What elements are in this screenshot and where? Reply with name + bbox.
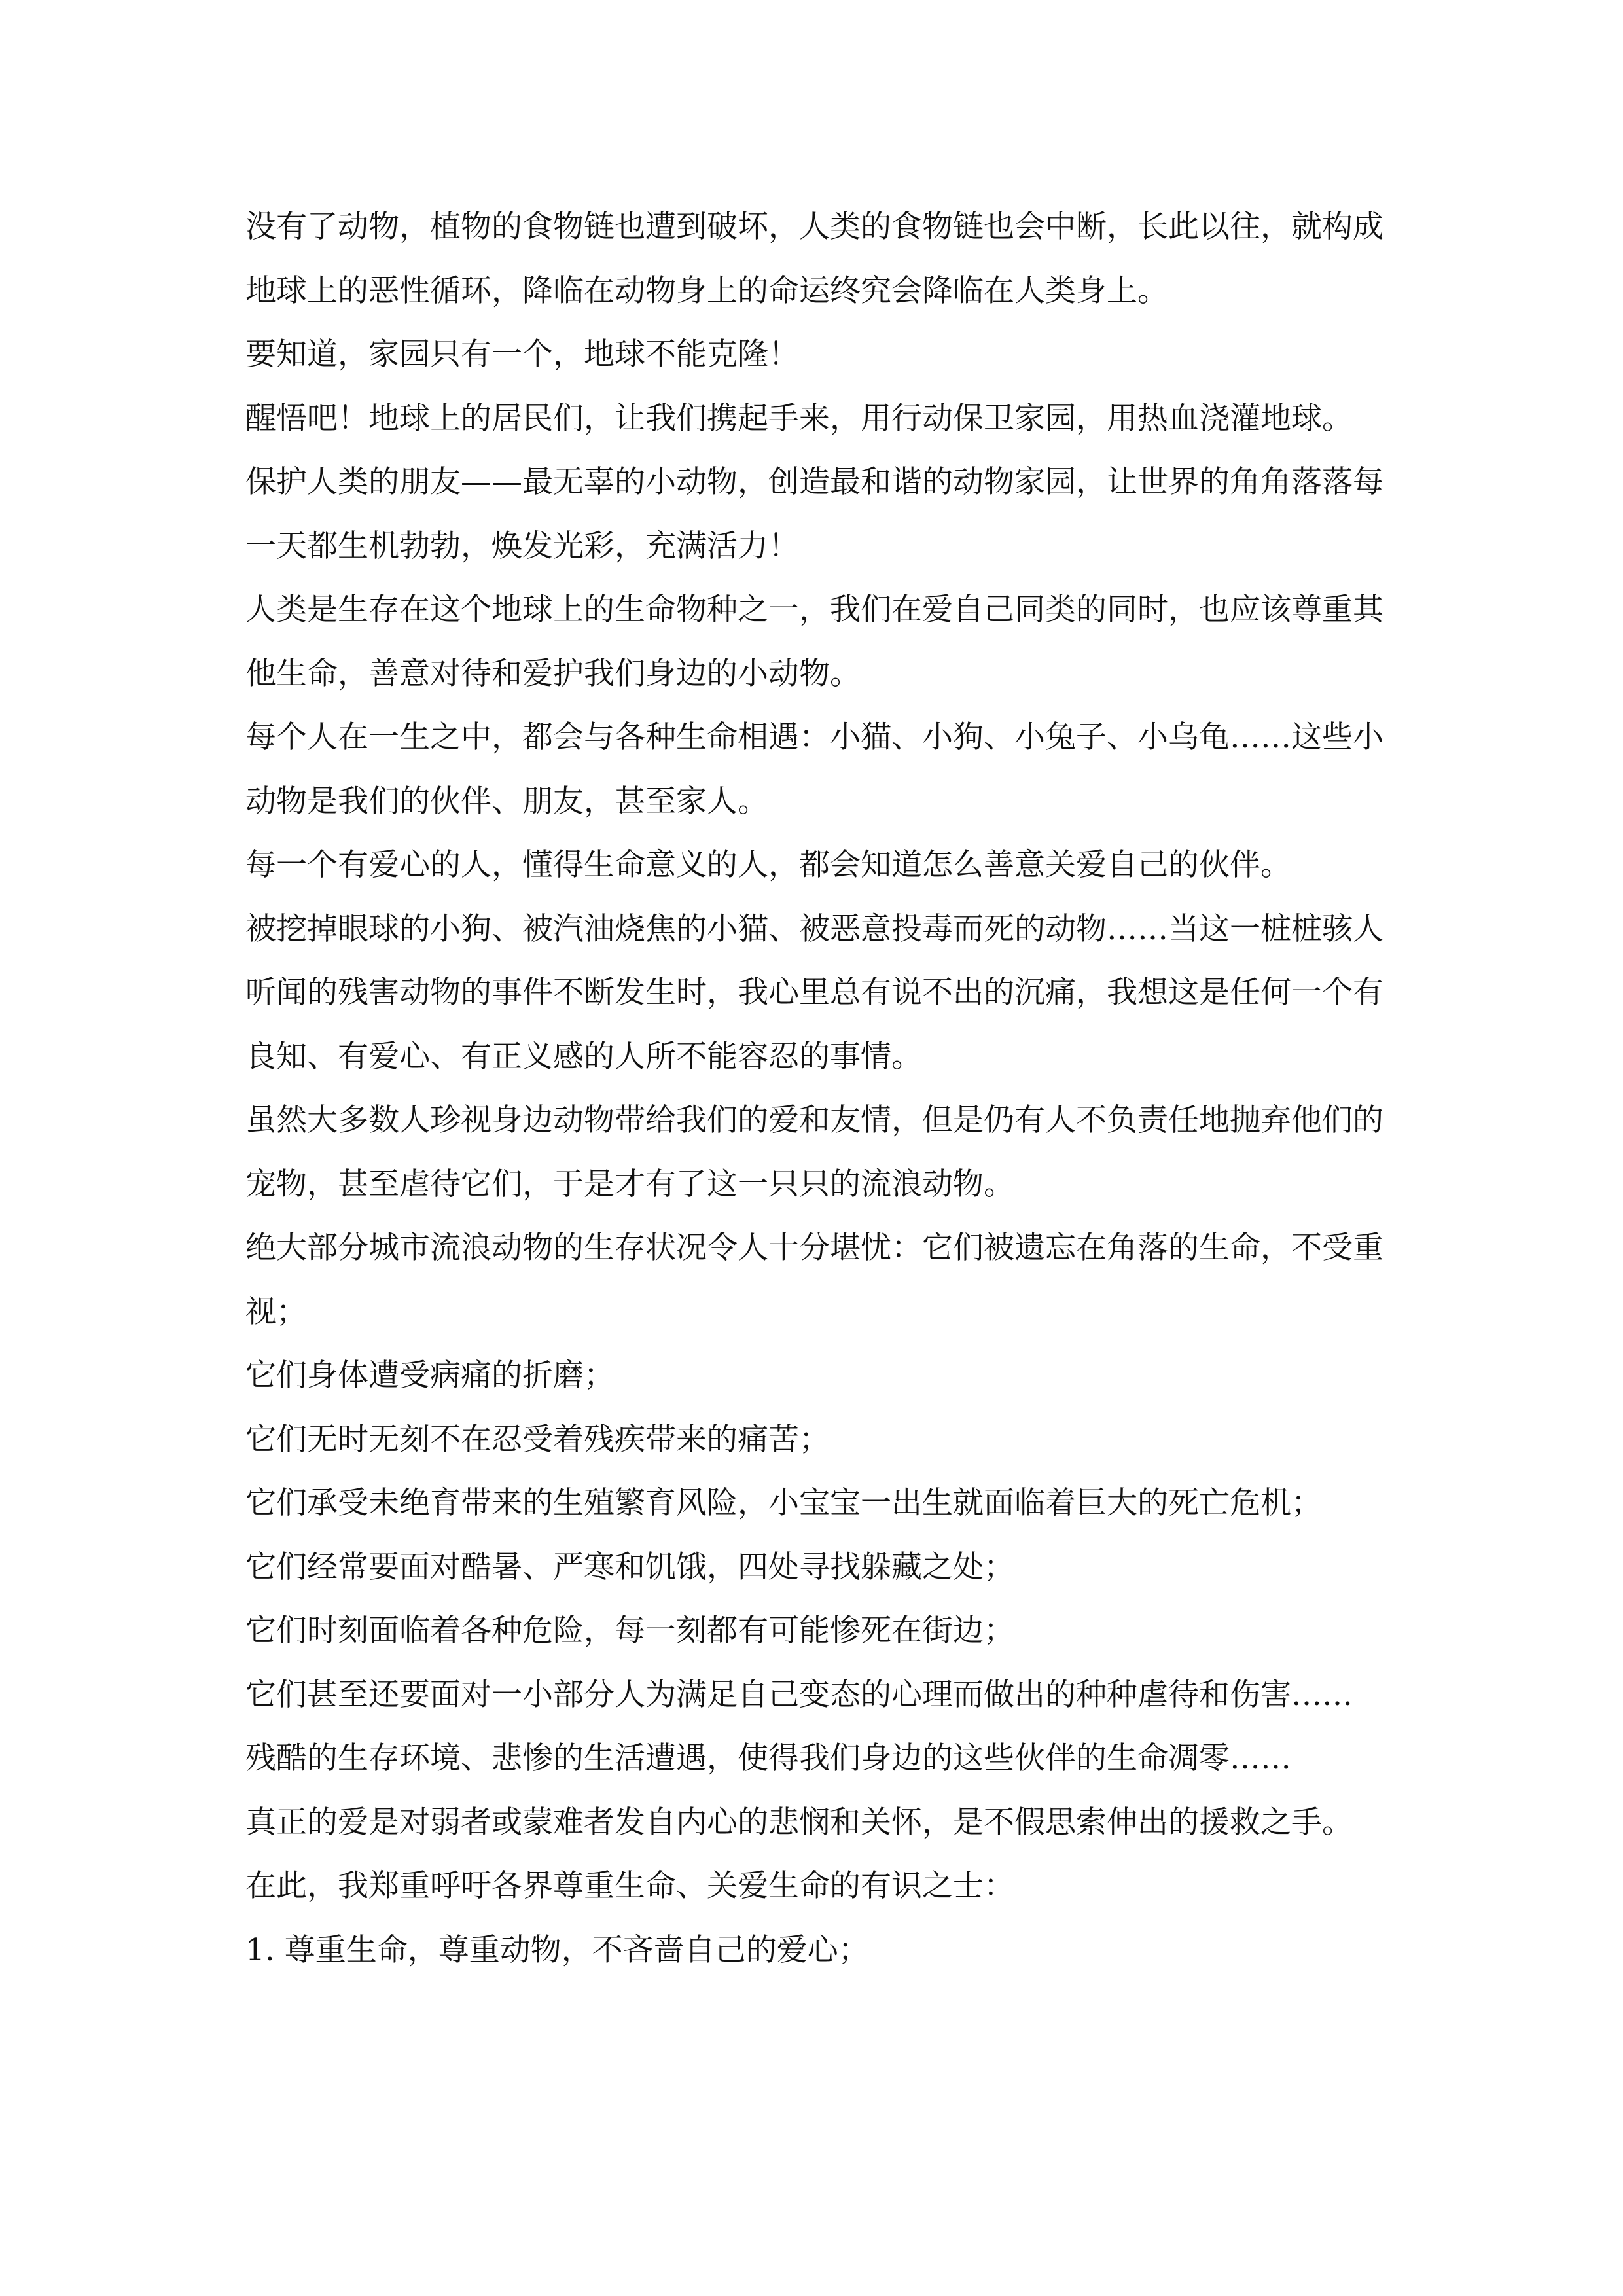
paragraph: 被挖掉眼球的小狗、被汽油烧焦的小猫、被恶意投毒而死的动物……当这一桩桩骇人听闻的残害动物的事件不断发生时，我心里总有说不出的沉痛，我想这是任何一个有良知、有爱心、有正义感的人所不能容忍的事情。	[245, 910, 1383, 1075]
paragraph: 它们甚至还要面对一小部分人为满足自己变态的心理而做出的种种虐待和伤害……	[245, 1676, 1353, 1713]
paragraph: 残酷的生存环境、悲惨的生活遭遇，使得我们身边的这些伙伴的生命凋零……	[245, 1740, 1291, 1776]
paragraph: 它们身体遭受病痛的折磨；	[245, 1357, 615, 1393]
paragraph: 要知道，家园只有一个，地球不能克隆！	[245, 336, 799, 372]
paragraph: 在此，我郑重呼吁各界尊重生命、关爱生命的有识之士：	[245, 1868, 1014, 1904]
paragraph: 真正的爱是对弱者或蒙难者发自内心的悲悯和关怀，是不假思索伸出的援救之手。	[245, 1804, 1353, 1840]
paragraph: 没有了动物，植物的食物链也遭到破坏，人类的食物链也会中断，长此以往，就构成地球上的恶性循环，降临在动物身上的命运终究会降临在人类身上。	[245, 209, 1383, 309]
paragraph: 人类是生存在这个地球上的生命物种之一，我们在爱自己同类的同时，也应该尊重其他生命，善意对待和爱护我们身边的小动物。	[245, 592, 1383, 692]
paragraph: 保护人类的朋友——最无辜的小动物，创造最和谐的动物家园，让世界的角角落落每一天都生机勃勃，焕发光彩，充满活力！	[245, 464, 1383, 564]
paragraph: 每个人在一生之中，都会与各种生命相遇：小猫、小狗、小兔子、小乌龟……这些小动物是我们的伙伴、朋友，甚至家人。	[245, 719, 1383, 819]
paragraph: 它们经常要面对酷暑、严寒和饥饿，四处寻找躲藏之处；	[245, 1549, 1014, 1585]
paragraph: 醒悟吧！地球上的居民们，让我们携起手来，用行动保卫家园，用热血浇灌地球。	[245, 400, 1353, 437]
paragraph: 虽然大多数人珍视身边动物带给我们的爱和友情，但是仍有人不负责任地抛弃他们的宠物，甚至虐待它们，于是才有了这一只只的流浪动物。	[245, 1102, 1383, 1202]
paragraph: 它们承受未绝育带来的生殖繁育风险，小宝宝一出生就面临着巨大的死亡危机；	[245, 1485, 1322, 1521]
body-text	[245, 195, 1397, 1982]
paragraph: 它们时刻面临着各种危险，每一刻都有可能惨死在街边；	[245, 1613, 1014, 1649]
paragraph: 它们无时无刻不在忍受着残疾带来的痛苦；	[245, 1421, 830, 1458]
paragraph: 绝大部分城市流浪动物的生存状况令人十分堪忧：它们被遗忘在角落的生命，不受重视；	[245, 1230, 1383, 1330]
list-item: 1. 尊重生命，尊重动物，不吝啬自己的爱心；	[245, 1931, 869, 1968]
paragraph: 每一个有爱心的人，懂得生命意义的人，都会知道怎么善意关爱自己的伙伴。	[245, 847, 1291, 883]
